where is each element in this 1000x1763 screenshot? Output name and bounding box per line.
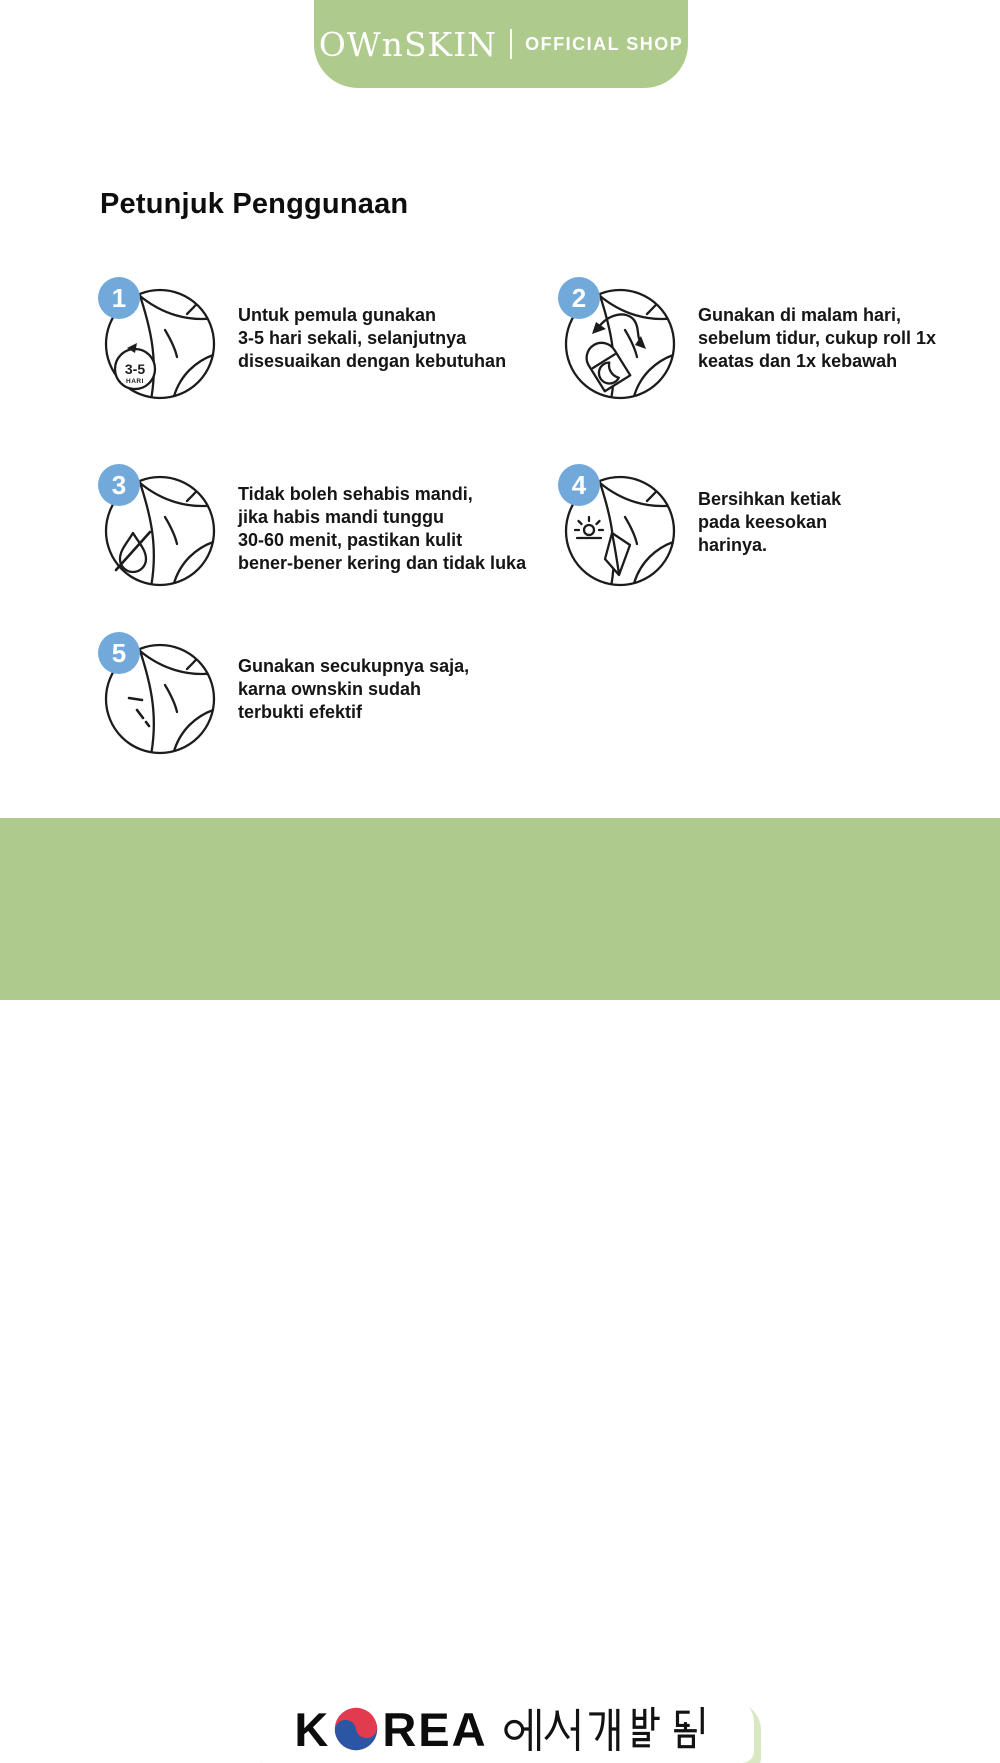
brand-logo-n: n xyxy=(381,24,404,64)
step-1-line: Untuk pemula gunakan xyxy=(238,305,437,325)
step-5-icon-wrap xyxy=(98,632,220,758)
interval-hari-label: HARI xyxy=(126,378,144,385)
official-shop-label: OFFICIAL SHOP xyxy=(525,34,684,54)
crossed-water-drop-icon xyxy=(116,532,150,572)
step-3-line: 30-60 menit, pastikan kulit xyxy=(238,530,463,550)
step-1-text xyxy=(238,277,506,403)
step-3-badge: 3 xyxy=(98,464,140,506)
step-1-icon-wrap xyxy=(98,277,220,403)
step-3-line: bener-bener kering dan tidak luka xyxy=(238,553,527,573)
step-4 xyxy=(558,464,841,590)
step-5 xyxy=(98,632,469,758)
step-3-text xyxy=(238,464,526,590)
step-1-line: disesuaikan dengan kebutuhan xyxy=(238,351,507,371)
step-1-line: 3-5 hari sekali, selanjutnya xyxy=(238,328,467,348)
korean-text-developed-in-korea-glyphs xyxy=(504,1706,713,1752)
made-in-korea-box xyxy=(253,1695,754,1763)
step-2-line: sebelum tidur, cukup roll 1x xyxy=(698,328,937,348)
step-2 xyxy=(558,277,936,403)
step-5-badge: 5 xyxy=(98,632,140,674)
step-2-badge: 2 xyxy=(558,277,600,319)
sunrise-icon xyxy=(575,517,603,538)
step-4-line: Bersihkan ketiak xyxy=(698,489,842,509)
step-2-line: keatas dan 1x kebawah xyxy=(698,351,898,371)
step-5-text xyxy=(238,632,469,758)
page-title: Petunjuk Penggunaan xyxy=(100,188,409,220)
korea-rea: REA xyxy=(382,1702,488,1756)
step-4-line: harinya. xyxy=(698,535,768,555)
taegeuk-icon xyxy=(333,1706,379,1752)
step-1-badge: 1 xyxy=(98,277,140,319)
step-5-line: karna ownskin sudah xyxy=(238,679,422,699)
towel-icon xyxy=(605,533,630,575)
step-4-icon-wrap xyxy=(558,464,680,590)
footer-band xyxy=(0,818,1000,1756)
sparkle-dashes-icon xyxy=(129,698,149,726)
step-3-icon-wrap xyxy=(98,464,220,590)
step-3 xyxy=(98,464,526,590)
header-banner xyxy=(314,0,688,88)
korea-wordmark xyxy=(294,1702,488,1756)
brand-logo xyxy=(318,24,498,64)
brand-logo-prefix: OW xyxy=(318,24,382,64)
rollon-bottle xyxy=(581,337,630,391)
step-2-text xyxy=(698,277,936,403)
step-4-line: pada keesokan xyxy=(698,512,828,532)
step-3-line: jika habis mandi tunggu xyxy=(238,507,445,527)
interval-days-label: 3-5 xyxy=(124,361,146,377)
step-2-line: Gunakan di malam hari, xyxy=(698,305,902,325)
step-5-line: terbukti efektif xyxy=(238,702,363,722)
step-4-text xyxy=(698,464,841,590)
brand-logo-suffix: SKIN xyxy=(403,24,498,64)
step-2-icon-wrap xyxy=(558,277,680,403)
step-5-line: Gunakan secukupnya saja, xyxy=(238,656,470,676)
banner-divider xyxy=(510,29,512,59)
korea-k: K xyxy=(294,1702,331,1756)
step-3-line: Tidak boleh sehabis mandi, xyxy=(238,484,473,504)
step-4-badge: 4 xyxy=(558,464,600,506)
step-1 xyxy=(98,277,506,403)
